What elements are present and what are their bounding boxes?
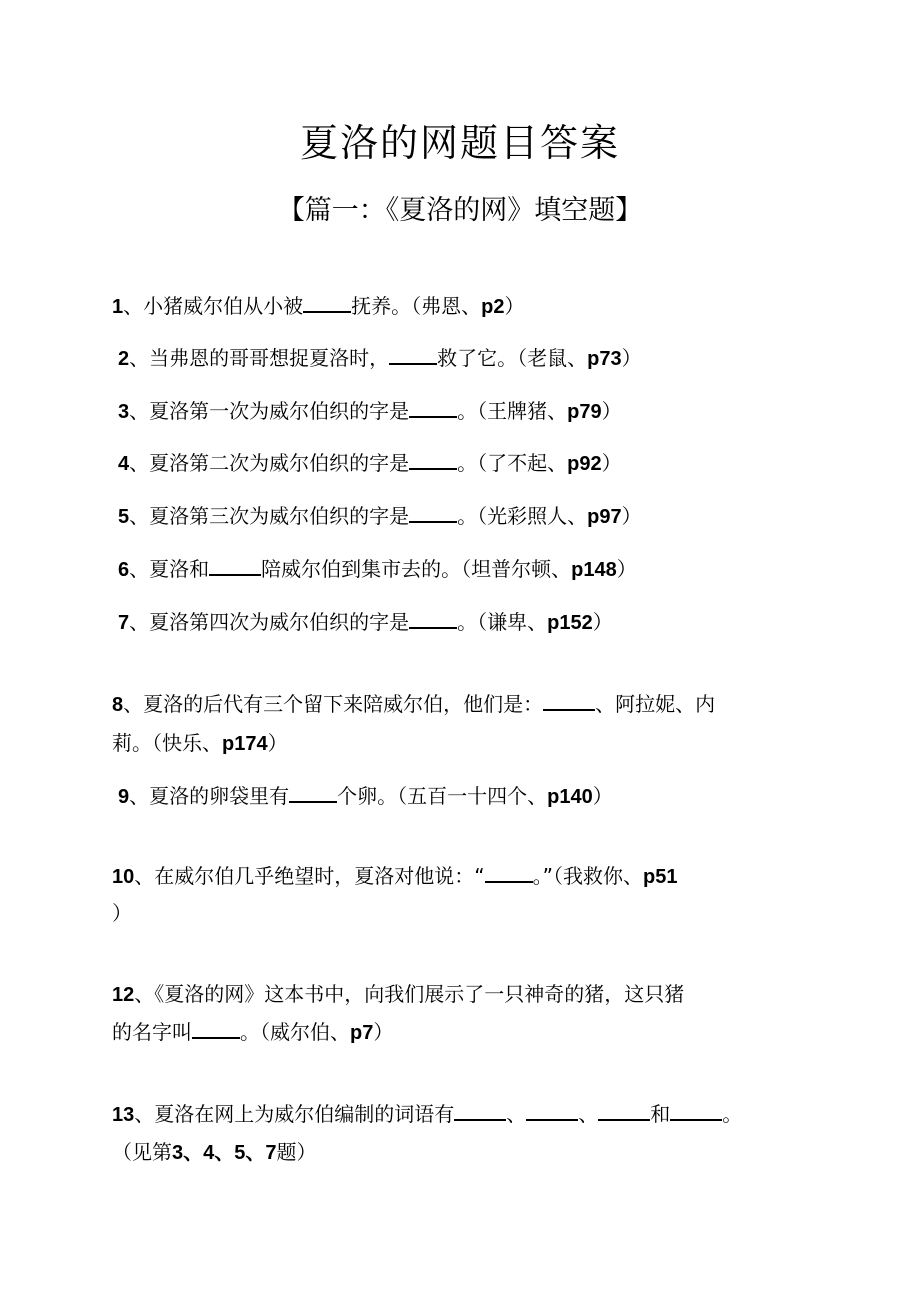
question-text: 莉。（快乐、 xyxy=(112,731,222,755)
answer-blank xyxy=(409,609,457,629)
document-title: 夏洛的网题目答案 xyxy=(299,121,620,165)
question-12-continued xyxy=(112,1018,393,1047)
question-number: 6 xyxy=(118,559,130,581)
answer-blank xyxy=(409,503,457,523)
closing-paren: ） xyxy=(592,784,613,808)
closing-paren: ） xyxy=(373,1020,394,1044)
separator: 、 xyxy=(578,1102,599,1126)
question-number: 9 xyxy=(118,786,130,808)
answer-blank-1 xyxy=(454,1101,506,1121)
question-text: 、夏洛第二次为威尔伯织的字是 xyxy=(129,451,410,475)
page-reference: p51 xyxy=(643,866,678,888)
answer-text: 抚养。（弗恩、 xyxy=(351,294,482,318)
answer-blank xyxy=(192,1019,240,1039)
page-reference: p79 xyxy=(567,401,602,423)
answer-blank xyxy=(409,450,457,470)
question-2 xyxy=(118,344,642,373)
question-text: 、夏洛第一次为威尔伯织的字是 xyxy=(129,399,410,423)
closing-paren: ） xyxy=(601,451,622,475)
question-9 xyxy=(118,782,613,811)
question-10-continued xyxy=(112,899,132,927)
closing-paren: ） xyxy=(267,731,288,755)
answer-blank xyxy=(289,783,337,803)
question-text: 、小猪威尔伯从小被 xyxy=(123,294,304,318)
question-8-continued xyxy=(112,729,288,758)
answer-text: 。（谦卑、 xyxy=(457,610,548,634)
closing-text: 题） xyxy=(276,1140,317,1164)
period: 。 xyxy=(722,1102,743,1126)
page-reference: p97 xyxy=(587,506,622,528)
answer-blank xyxy=(409,398,457,418)
closing-paren: ） xyxy=(621,346,642,370)
page-reference: p92 xyxy=(567,453,602,475)
page-reference: p148 xyxy=(571,559,617,581)
question-number: 3 xyxy=(118,401,130,423)
question-references: 3、4、5、7 xyxy=(172,1142,277,1164)
closing-paren: ） xyxy=(616,557,637,581)
separator: 、 xyxy=(506,1102,527,1126)
question-7 xyxy=(118,608,613,637)
question-text: 、夏洛第四次为威尔伯织的字是 xyxy=(129,610,410,634)
answer-text: 。（了不起、 xyxy=(457,451,568,475)
answer-blank-2 xyxy=(526,1101,578,1121)
page-reference: p140 xyxy=(547,786,593,808)
answer-text: 救了它。（老鼠、 xyxy=(437,346,588,370)
page-reference: p174 xyxy=(222,733,268,755)
question-text: 、在威尔伯几乎绝望时，夏洛对他说：“ xyxy=(134,864,485,888)
question-text: 、夏洛的卵袋里有 xyxy=(129,784,290,808)
question-text: 、夏洛第三次为威尔伯织的字是 xyxy=(129,504,410,528)
answer-blank-3 xyxy=(598,1101,650,1121)
closing-paren: ） xyxy=(601,399,622,423)
answer-blank xyxy=(209,556,261,576)
answer-blank xyxy=(389,345,437,365)
question-number: 12 xyxy=(112,984,135,1006)
answer-text: 、阿拉妮、内 xyxy=(595,692,716,716)
question-text: 、《夏洛的网》这本书中，向我们展示了一只神奇的猪，这只猪 xyxy=(134,982,685,1006)
question-number: 10 xyxy=(112,866,135,888)
question-number: 5 xyxy=(118,506,130,528)
question-4 xyxy=(118,449,622,478)
closing-paren: ） xyxy=(621,504,642,528)
answer-blank xyxy=(543,691,595,711)
answer-blank xyxy=(485,863,533,883)
answer-text: 个卵。（五百一十四个、 xyxy=(337,784,548,808)
question-13-continued xyxy=(112,1138,317,1167)
closing-paren: ） xyxy=(504,294,525,318)
page-reference: p73 xyxy=(587,348,622,370)
section-heading: 【篇一：《夏洛的网》填空题】 xyxy=(277,195,643,226)
answer-text: 陪威尔伯到集市去的。（坦普尔顿、 xyxy=(261,557,572,581)
question-3 xyxy=(118,397,622,426)
question-13 xyxy=(112,1100,742,1129)
closing-paren: ） xyxy=(592,610,613,634)
page-reference: p7 xyxy=(350,1022,374,1044)
answer-text: 。（威尔伯、 xyxy=(240,1020,350,1044)
question-text: 、夏洛在网上为威尔伯编制的词语有 xyxy=(134,1102,455,1126)
question-text: 、夏洛的后代有三个留下来陪威尔伯，他们是： xyxy=(123,692,544,716)
question-5 xyxy=(118,502,642,531)
answer-blank xyxy=(303,293,351,313)
separator: 和 xyxy=(650,1102,671,1126)
closing-paren: ） xyxy=(112,901,132,925)
question-text: （见第 xyxy=(112,1140,172,1164)
question-6 xyxy=(118,555,637,584)
question-text: 、当弗恩的哥哥想捉夏洛时， xyxy=(129,346,390,370)
question-number: 7 xyxy=(118,612,130,634)
question-number: 4 xyxy=(118,453,130,475)
question-number: 13 xyxy=(112,1104,135,1126)
page-reference: p2 xyxy=(481,296,505,318)
question-12 xyxy=(112,980,684,1009)
question-text: 的名字叫 xyxy=(112,1020,192,1044)
question-8 xyxy=(112,690,715,719)
answer-blank-4 xyxy=(670,1101,722,1121)
page-reference: p152 xyxy=(547,612,593,634)
answer-text: 。（王牌猪、 xyxy=(457,399,568,423)
question-number: 2 xyxy=(118,348,130,370)
question-1 xyxy=(112,292,524,321)
question-number: 1 xyxy=(112,296,124,318)
question-10 xyxy=(112,862,677,891)
question-number: 8 xyxy=(112,694,124,716)
answer-text: 。（光彩照人、 xyxy=(457,504,588,528)
question-text: 、夏洛和 xyxy=(129,557,210,581)
answer-text: 。”（我救你、 xyxy=(532,864,643,888)
